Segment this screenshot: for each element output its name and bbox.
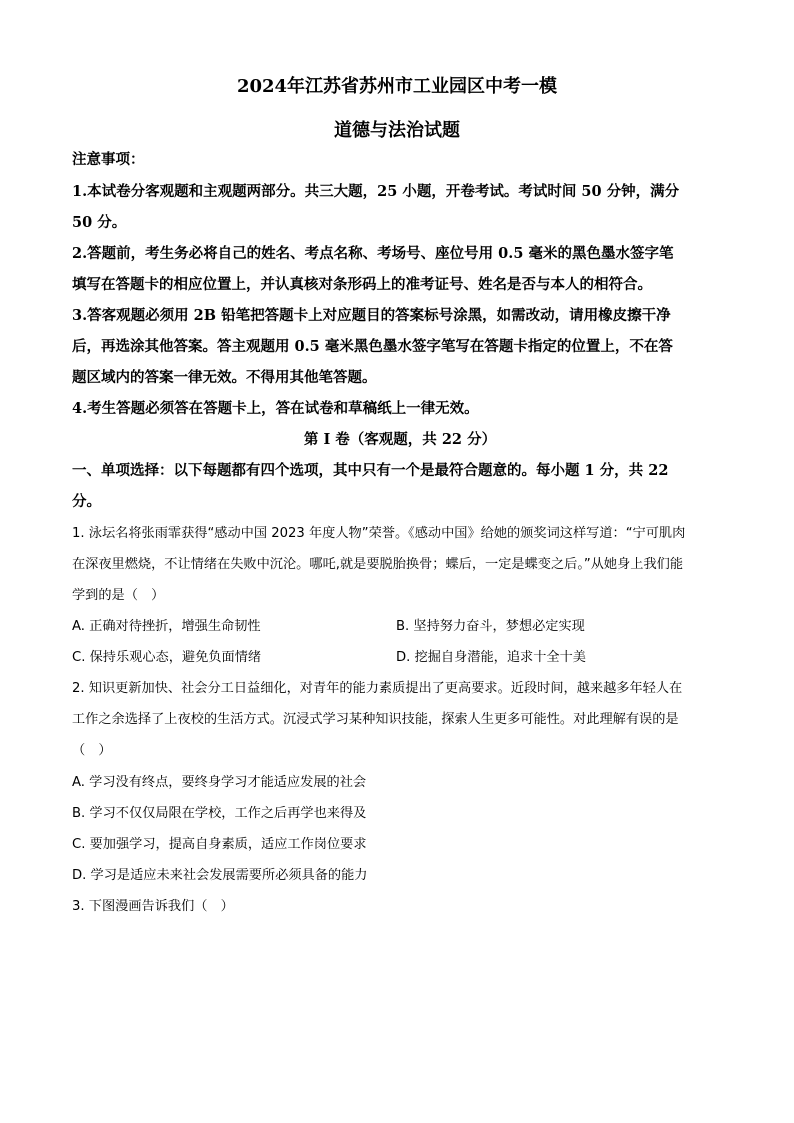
notice-line: 3.答客观题必须用 2B 铅笔把答题卡上对应题目的答案标号涂黑，如需改动，请用橡皮擦干净	[72, 307, 671, 324]
question-1-option-a: A. 正确对待挫折，增强生命韧性	[72, 619, 261, 634]
notice-line: 1.本试卷分客观题和主观题两部分。共三大题，25 小题，开卷考试。考试时间 50 分钟，满分	[72, 183, 680, 200]
part-instruction: 一、单项选择：以下每题都有四个选项，其中只有一个是最符合题意的。每小题 1 分，共 22	[72, 462, 669, 479]
notice-line: 2.答题前，考生务必将自己的姓名、考点名称、考场号、座位号用 0.5 毫米的黑色墨水签字笔	[72, 245, 674, 262]
question-3-text: 3. 下图漫画告诉我们（ ）	[72, 899, 234, 914]
section-title: 第 I 卷（客观题，共 22 分）	[303, 431, 497, 448]
question-2-text: 2. 知识更新加快、社会分工日益细化，对青年的能力素质提出了更高要求。近段时间，越来越多年轻人在	[72, 681, 683, 696]
question-2-option-d: D. 学习是适应未来社会发展需要所必须具备的能力	[72, 868, 368, 883]
question-1-option-b: B. 坚持努力奋斗，梦想必定实现	[396, 619, 585, 634]
question-2-option-b: B. 学习不仅仅局限在学校，工作之后再学也来得及	[72, 806, 367, 821]
question-1-option-c: C. 保持乐观心态，避免负面情绪	[72, 650, 262, 665]
question-1-option-d: D. 挖掘自身潜能，追求十全十美	[396, 650, 586, 665]
part-instruction: 分。	[72, 493, 101, 510]
question-1-text: 学到的是（ ）	[72, 588, 165, 603]
exam-subtitle: 道德与法治试题	[334, 120, 460, 141]
question-2-text: （ ）	[72, 743, 112, 758]
question-1-text: 1. 泳坛名将张雨霏获得“感动中国 2023 年度人物”荣誉。《感动中国》给她的颁奖词这样写道：“宁可肌肉	[72, 526, 686, 541]
notice-line: 50 分。	[72, 214, 127, 231]
notice-line: 4.考生答题必须答在答题卡上，答在试卷和草稿纸上一律无效。	[72, 400, 479, 417]
notice-heading: 注意事项：	[72, 151, 145, 168]
question-2-option-a: A. 学习没有终点，要终身学习才能适应发展的社会	[72, 775, 367, 790]
exam-title: 2024年江苏省苏州市工业园区中考一模	[236, 76, 558, 97]
question-2-text: 工作之余选择了上夜校的生活方式。沉浸式学习某种知识技能，探索人生更多可能性。对此理解有误的是	[72, 712, 679, 727]
question-2-option-c: C. 要加强学习，提高自身素质，适应工作岗位要求	[72, 837, 367, 852]
notice-line: 后，再选涂其他答案。答主观题用 0.5 毫米黑色墨水签字笔写在答题卡指定的位置上，不在答	[72, 338, 673, 355]
notice-line: 填写在答题卡的相应位置上，并认真核对条形码上的准考证号、姓名是否与本人的相符合。	[72, 276, 652, 293]
notice-line: 题区域内的答案一律无效。不得用其他笔答题。	[72, 369, 377, 386]
question-1-text: 在深夜里燃烧，不让情绪在失败中沉沦。哪吒,就是要脱胎换骨；蝶后，一定是蝶变之后。”从她身上我们能	[72, 557, 684, 572]
